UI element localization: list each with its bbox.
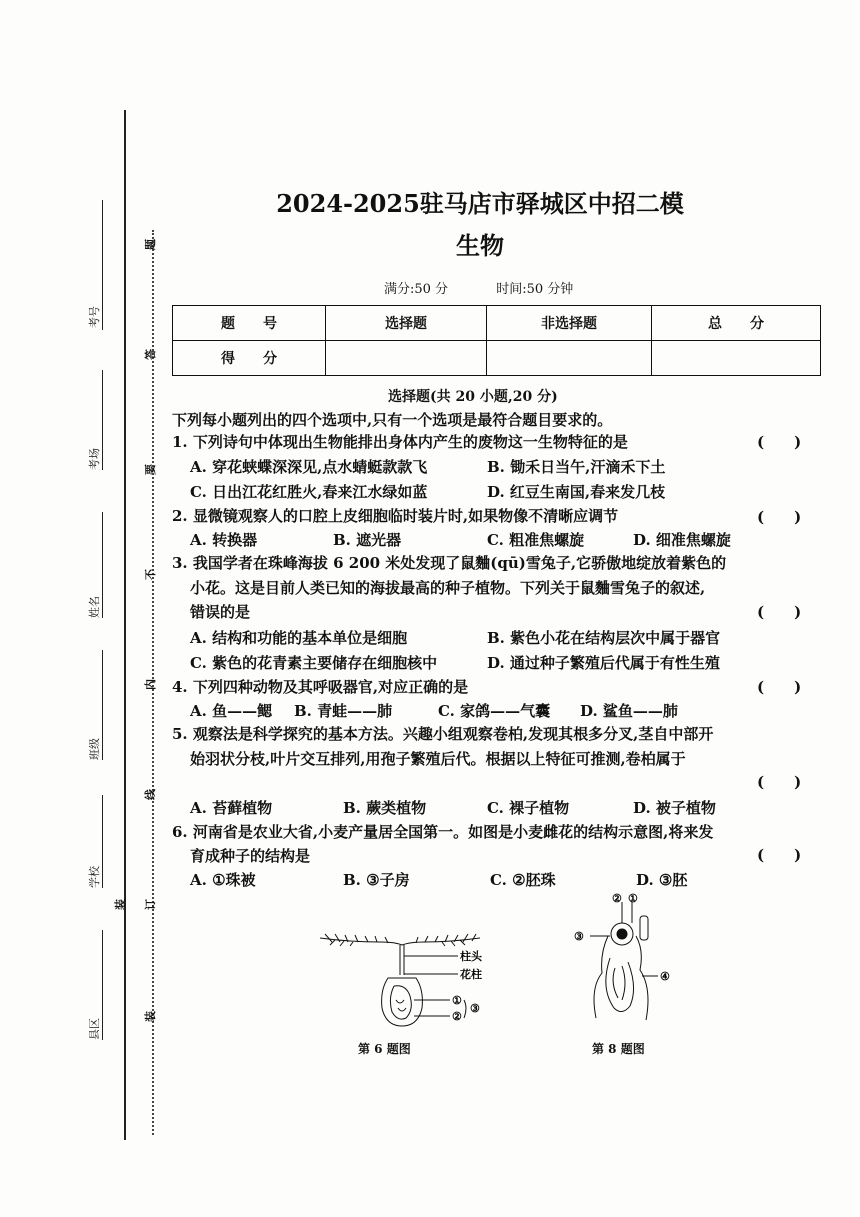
field-line — [102, 930, 103, 1040]
option: B. 紫色小花在结构层次中属于器官 — [487, 629, 721, 647]
full-marks: 满分:50 分 — [384, 282, 449, 297]
figure-6-wheat-pistil — [310, 920, 510, 1035]
question-1-stem: 1. 下列诗句中体现出生物能排出身体内产生的废物这一生物特征的是 — [172, 433, 628, 451]
score-header-cell: 题 号 — [173, 306, 326, 341]
option: B. 锄禾日当午,汗滴禾下土 — [487, 458, 666, 476]
section-instruction: 下列每小题列出的四个选项中,只有一个选项是最符合题目要求的。 — [172, 411, 613, 429]
question-6-stem: 育成种子的结构是 — [190, 847, 311, 865]
score-input-cell[interactable] — [487, 341, 652, 376]
option: B. 蕨类植物 — [343, 799, 427, 817]
margin-mark: 内 — [144, 679, 157, 690]
margin-mark: 线 — [144, 789, 157, 800]
field-school: 学校 — [88, 866, 101, 888]
option: C. 家鸽——气囊 — [438, 702, 551, 720]
binding-line — [124, 110, 126, 1140]
fig8-label-1: ① — [628, 892, 638, 905]
question-5-stem: 始羽状分枝,叶片交互排列,用孢子繁殖后代。根据以上特征可推测,卷柏属于 — [190, 750, 686, 768]
option: C. 粗准焦螺旋 — [487, 531, 585, 549]
option: C. 日出江花红胜火,春来江水绿如蓝 — [190, 483, 428, 501]
option: C. ②胚珠 — [490, 871, 556, 889]
answer-blank[interactable]: ( ) — [757, 508, 802, 526]
question-5-stem: 5. 观察法是科学探究的基本方法。兴趣小组观察卷柏,发现其根多分叉,茎自中部开 — [172, 725, 714, 743]
answer-blank[interactable]: ( ) — [757, 433, 802, 451]
question-6-stem: 6. 河南省是农业大省,小麦产量居全国第一。如图是小麦雌花的结构示意图,将来发 — [172, 823, 714, 841]
margin-mark: 题 — [144, 239, 157, 250]
margin-mark: 装 — [114, 899, 127, 910]
exam-subject: 生物 — [456, 231, 504, 260]
answer-blank[interactable]: ( ) — [757, 773, 802, 791]
answer-blank[interactable]: ( ) — [757, 603, 802, 621]
field-exam-number: 考号 — [88, 306, 101, 328]
question-3-stem: 小花。这是目前人类已知的海拔最高的种子植物。下列关于鼠麯雪兔子的叙述, — [190, 579, 706, 597]
option: A. 鱼——鳃 — [190, 702, 273, 720]
margin-mark: 装 — [144, 1011, 157, 1022]
score-header-cell: 总 分 — [652, 306, 821, 341]
figure-8-caption: 第 8 题图 — [592, 1042, 645, 1056]
field-line — [102, 512, 103, 618]
option: B. 遮光器 — [333, 531, 402, 549]
field-line — [102, 795, 103, 888]
fig6-label-style: 花柱 — [460, 968, 482, 981]
option: D. 鲨鱼——肺 — [580, 702, 678, 720]
option: C. 裸子植物 — [487, 799, 570, 817]
exam-title: 2024-2025驻马店市驿城区中招二模 — [276, 189, 684, 218]
score-table — [172, 305, 821, 376]
score-input-cell[interactable] — [326, 341, 487, 376]
margin-mark: 答 — [144, 349, 157, 360]
margin-mark: 要 — [144, 464, 157, 475]
field-class: 班级 — [88, 738, 101, 760]
question-3-stem: 3. 我国学者在珠峰海拔 6 200 米处发现了鼠麯(qū)雪兔子,它骄傲地绽放着紫色的 — [172, 554, 727, 572]
margin-mark: 订 — [144, 899, 157, 910]
option: B. 青蛙——肺 — [294, 702, 393, 720]
score-input-cell[interactable] — [652, 341, 821, 376]
field-line — [102, 200, 103, 330]
option: A. 转换器 — [190, 531, 258, 549]
option: A. 结构和功能的基本单位是细胞 — [190, 629, 408, 647]
option: D. 被子植物 — [633, 799, 716, 817]
option: D. 细准焦螺旋 — [633, 531, 731, 549]
score-label-cell: 得 分 — [173, 341, 326, 376]
score-header-cell: 选择题 — [326, 306, 487, 341]
section-title: 选择题(共 20 小题,20 分) — [388, 389, 558, 405]
question-4-stem: 4. 下列四种动物及其呼吸器官,对应正确的是 — [172, 678, 469, 696]
fig6-label-3: ③ — [470, 1002, 480, 1015]
fig6-label-2: ② — [452, 1010, 462, 1023]
fig8-label-2: ② — [612, 892, 622, 905]
option: A. 穿花蛱蝶深深见,点水蜻蜓款款飞 — [190, 458, 428, 476]
option: D. 通过种子繁殖后代属于有性生殖 — [487, 654, 720, 672]
question-2-stem: 2. 显微镜观察人的口腔上皮细胞临时装片时,如果物像不清晰应调节 — [172, 507, 619, 525]
field-line — [102, 650, 103, 760]
option: A. ①珠被 — [190, 871, 256, 889]
answer-blank[interactable]: ( ) — [757, 846, 802, 864]
score-header-cell: 非选择题 — [487, 306, 652, 341]
field-line — [102, 370, 103, 470]
figure-8-diagram — [560, 888, 690, 1038]
option: D. 红豆生南国,春来发几枝 — [487, 483, 666, 501]
time-limit: 时间:50 分钟 — [496, 282, 574, 297]
field-name: 姓名 — [88, 596, 101, 618]
option: A. 苔藓植物 — [190, 799, 273, 817]
fig6-label-stigma: 柱头 — [460, 950, 482, 963]
field-exam-room: 考场 — [88, 448, 101, 470]
fig8-label-4: ④ — [660, 970, 670, 983]
exam-meta — [384, 278, 617, 297]
question-3-stem: 错误的是 — [190, 603, 251, 621]
field-district: 县区 — [88, 1018, 101, 1040]
option: D. ③胚 — [636, 871, 688, 889]
answer-blank[interactable]: ( ) — [757, 678, 802, 696]
fig6-label-1: ① — [452, 994, 462, 1007]
option: C. 紫色的花青素主要储存在细胞核中 — [190, 654, 438, 672]
figure-6-caption: 第 6 题图 — [358, 1042, 411, 1056]
fig8-label-3: ③ — [574, 930, 584, 943]
margin-mark: 不 — [144, 569, 157, 580]
option: B. ③子房 — [343, 871, 410, 889]
